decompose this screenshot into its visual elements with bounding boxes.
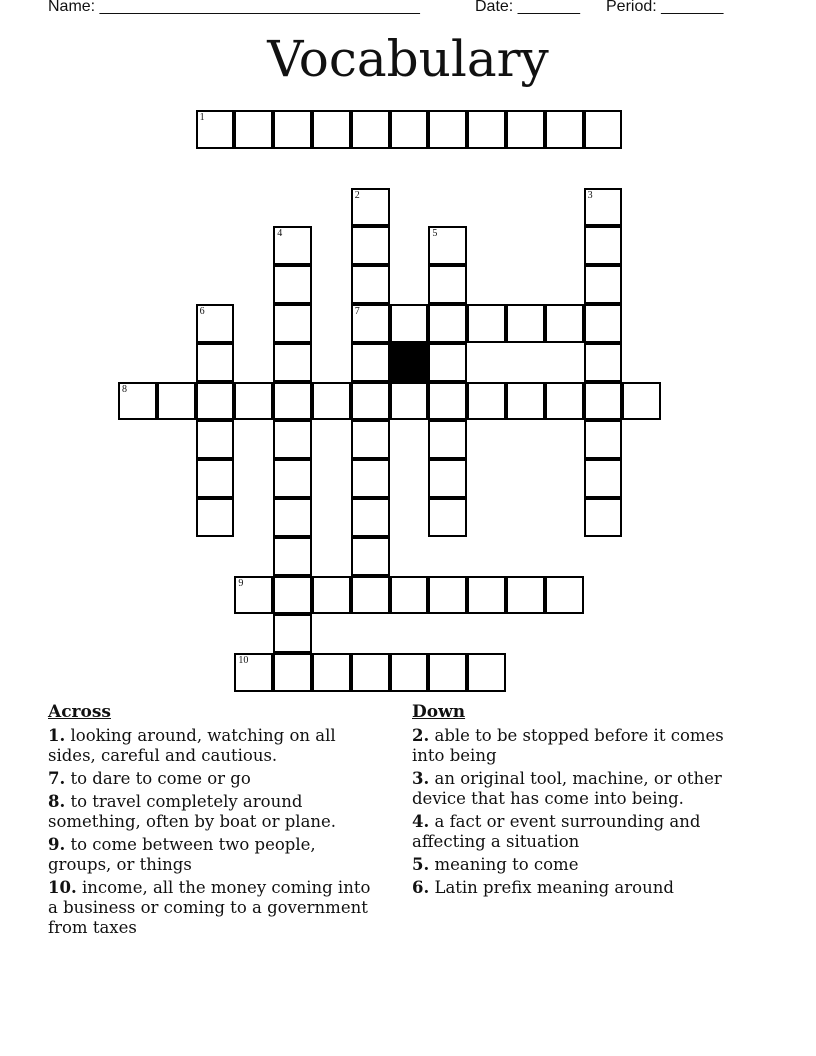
clue-text: income, all the money coming into a business or coming to a government from taxes xyxy=(48,878,371,937)
crossword-cell[interactable] xyxy=(428,420,467,459)
crossword-cell[interactable] xyxy=(390,382,429,421)
clue-number: 8. xyxy=(48,792,66,811)
crossword-cell[interactable] xyxy=(584,498,623,537)
clue-item xyxy=(48,792,378,832)
clue-number: 9. xyxy=(48,835,66,854)
clue-item xyxy=(412,812,752,852)
clue-number: 4. xyxy=(412,812,430,831)
crossword-cell[interactable] xyxy=(351,382,390,421)
clue-number-label: 7 xyxy=(354,306,360,317)
crossword-cell[interactable] xyxy=(273,653,312,692)
crossword-cell[interactable] xyxy=(273,382,312,421)
date-field[interactable]: Date: _______ xyxy=(475,0,580,15)
crossword-cell[interactable] xyxy=(273,498,312,537)
crossword-cell[interactable] xyxy=(273,537,312,576)
crossword-cell[interactable] xyxy=(584,226,623,265)
crossword-cell[interactable] xyxy=(506,382,545,421)
clue-number-label: 6 xyxy=(199,306,205,317)
clue-text: to dare to come or go xyxy=(70,769,251,788)
clue-item xyxy=(48,769,378,789)
crossword-cell[interactable] xyxy=(351,653,390,692)
clue-number: 5. xyxy=(412,855,430,874)
crossword-cell[interactable] xyxy=(273,420,312,459)
clue-number: 10. xyxy=(48,878,77,897)
crossword-cell[interactable] xyxy=(390,110,429,149)
crossword-cell[interactable] xyxy=(196,110,235,149)
crossword-cell[interactable] xyxy=(118,382,157,421)
crossword-cell[interactable] xyxy=(584,459,623,498)
clue-text: able to be stopped before it comes into being xyxy=(412,726,724,765)
crossword-cell[interactable] xyxy=(351,110,390,149)
clue-number: 1. xyxy=(48,726,66,745)
crossword-cell[interactable] xyxy=(467,304,506,343)
crossword-cell[interactable] xyxy=(428,304,467,343)
crossword-cell[interactable] xyxy=(196,459,235,498)
crossword-cell[interactable] xyxy=(273,459,312,498)
clue-number-label: 1 xyxy=(199,112,205,123)
clue-item xyxy=(412,726,752,766)
crossword-cell[interactable] xyxy=(234,382,273,421)
crossword-cell[interactable] xyxy=(196,343,235,382)
clue-item xyxy=(48,835,378,875)
crossword-cell[interactable] xyxy=(390,304,429,343)
crossword-cell[interactable] xyxy=(428,265,467,304)
crossword-cell[interactable] xyxy=(428,343,467,382)
crossword-cell[interactable] xyxy=(273,343,312,382)
clue-number-label: 8 xyxy=(122,383,127,395)
crossword-cell[interactable] xyxy=(157,382,196,421)
across-clues xyxy=(48,702,378,941)
crossword-cell[interactable] xyxy=(351,188,390,227)
crossword-cell[interactable] xyxy=(584,188,623,227)
clue-number-label: 9 xyxy=(238,577,244,589)
crossword-cell[interactable] xyxy=(584,420,623,459)
crossword-cell[interactable] xyxy=(545,382,584,421)
crossword-cell[interactable] xyxy=(545,304,584,343)
crossword-cell[interactable] xyxy=(234,653,273,692)
clue-text: an original tool, machine, or other device that has come into being. xyxy=(412,769,722,808)
crossword-cell[interactable] xyxy=(351,576,390,615)
blocked-cell xyxy=(390,343,429,382)
crossword-cell[interactable] xyxy=(351,537,390,576)
crossword-cell[interactable] xyxy=(351,265,390,304)
crossword-cell[interactable] xyxy=(351,459,390,498)
crossword-cell[interactable] xyxy=(196,498,235,537)
clue-number: 2. xyxy=(412,726,430,745)
crossword-cell[interactable] xyxy=(467,576,506,615)
crossword-cell[interactable] xyxy=(273,226,312,265)
clue-number-label: 2 xyxy=(354,189,360,201)
clue-item xyxy=(412,769,752,809)
crossword-cell[interactable] xyxy=(390,653,429,692)
crossword-cell[interactable] xyxy=(351,343,390,382)
crossword-cell[interactable] xyxy=(622,382,661,421)
crossword-cell[interactable] xyxy=(273,110,312,149)
crossword-cell[interactable] xyxy=(312,382,351,421)
clue-number-label: 5 xyxy=(432,228,438,240)
crossword-cell[interactable] xyxy=(196,304,235,343)
clue-number: 6. xyxy=(412,878,430,897)
crossword-cell[interactable] xyxy=(390,576,429,615)
clue-text: meaning to come xyxy=(434,855,579,874)
crossword-cell[interactable] xyxy=(545,110,584,149)
down-clues xyxy=(412,702,752,901)
crossword-cell[interactable] xyxy=(584,110,623,149)
clue-item xyxy=(412,878,752,898)
crossword-cell[interactable] xyxy=(428,653,467,692)
crossword-cell[interactable] xyxy=(584,304,623,343)
crossword-cell[interactable] xyxy=(467,653,506,692)
crossword-cell[interactable] xyxy=(545,576,584,615)
crossword-cell[interactable] xyxy=(312,653,351,692)
clue-number-label: 10 xyxy=(238,655,249,667)
crossword-cell[interactable] xyxy=(506,110,545,149)
crossword-cell[interactable] xyxy=(428,576,467,615)
clue-text: Latin prefix meaning around xyxy=(434,878,674,897)
crossword-cell[interactable] xyxy=(351,420,390,459)
clue-item xyxy=(48,726,378,766)
name-field[interactable]: Name: ____________________________________ xyxy=(48,0,420,15)
crossword-cell[interactable] xyxy=(234,576,273,615)
crossword-cell[interactable] xyxy=(196,420,235,459)
clue-number: 7. xyxy=(48,769,66,788)
clue-text: looking around, watching on all sides, careful and cautious. xyxy=(48,726,336,765)
crossword-cell[interactable] xyxy=(351,498,390,537)
clue-text: to travel completely around something, often by boat or plane. xyxy=(48,792,337,831)
clue-number: 3. xyxy=(412,769,430,788)
crossword-cell[interactable] xyxy=(273,614,312,653)
crossword-cell[interactable] xyxy=(584,265,623,304)
crossword-cell[interactable] xyxy=(196,382,235,421)
crossword-cell[interactable] xyxy=(428,498,467,537)
clue-item xyxy=(412,855,752,875)
clue-item xyxy=(48,878,378,938)
crossword-cell[interactable] xyxy=(428,382,467,421)
across-heading: Across xyxy=(48,702,111,722)
down-heading: Down xyxy=(412,702,466,722)
crossword-cell[interactable] xyxy=(273,265,312,304)
crossword-cell[interactable] xyxy=(428,226,467,265)
crossword-cell[interactable] xyxy=(273,304,312,343)
crossword-cell[interactable] xyxy=(351,226,390,265)
crossword-cell[interactable] xyxy=(467,382,506,421)
period-field[interactable]: Period: _______ xyxy=(606,0,724,15)
clue-number-label: 3 xyxy=(587,189,593,201)
crossword-cell[interactable] xyxy=(506,576,545,615)
crossword-cell[interactable] xyxy=(584,343,623,382)
crossword-cell[interactable] xyxy=(273,576,312,615)
crossword-cell[interactable] xyxy=(428,110,467,149)
crossword-cell[interactable] xyxy=(312,576,351,615)
crossword-cell[interactable] xyxy=(584,382,623,421)
crossword-cell[interactable] xyxy=(467,110,506,149)
crossword-cell[interactable] xyxy=(506,304,545,343)
page-title: Vocabulary xyxy=(267,30,549,88)
crossword-cell[interactable] xyxy=(312,110,351,149)
clue-text: a fact or event surrounding and affecting a situation xyxy=(412,812,701,851)
crossword-cell[interactable] xyxy=(234,110,273,149)
clue-text: to come between two people, groups, or things xyxy=(48,835,316,874)
crossword-cell[interactable] xyxy=(351,304,390,343)
clue-number-label: 4 xyxy=(277,228,283,240)
crossword-cell[interactable] xyxy=(428,459,467,498)
